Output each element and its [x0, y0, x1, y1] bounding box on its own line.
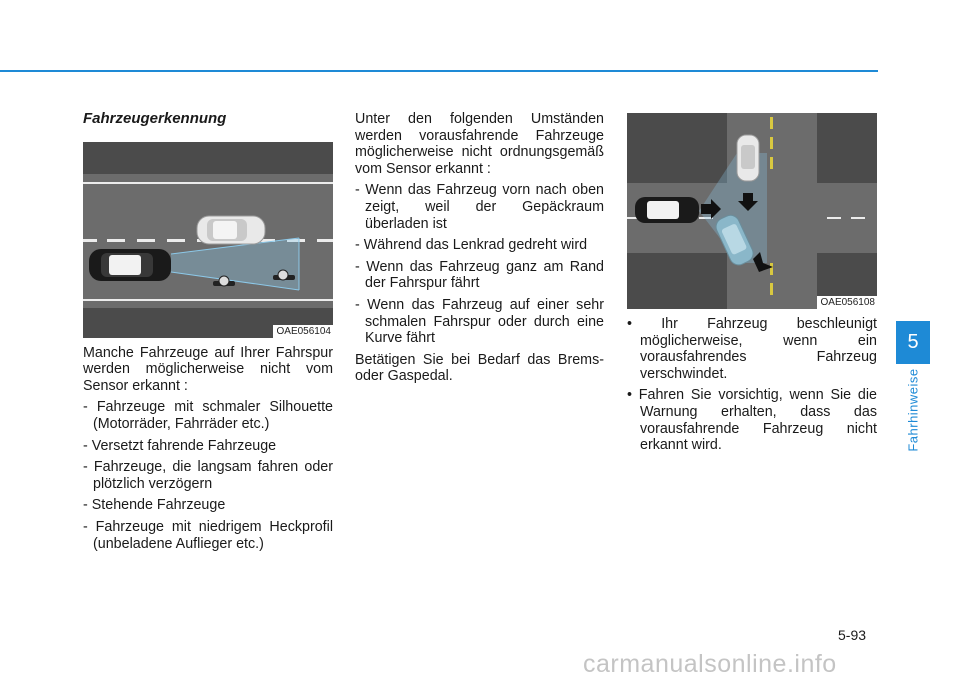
list-item: - Fahrzeuge, die langsam fahren oder plötzlich verzögern — [83, 459, 333, 492]
own-car-icon — [635, 197, 699, 223]
outro-paragraph: Betätigen Sie bei Bedarf das Brems- oder Gaspedal. — [355, 351, 604, 385]
figure-code: OAE056108 — [817, 296, 878, 309]
list-item: - Fahrzeuge mit niedrigem Heckprofil (unbeladene Auflieger etc.) — [83, 518, 333, 552]
figure-intersection — [627, 113, 877, 309]
list-item: - Versetzt fahrende Fahrzeuge — [83, 437, 277, 454]
car-icon — [737, 135, 759, 181]
page-number: 5-93 — [838, 627, 867, 643]
warnings-list — [627, 316, 877, 454]
own-car-icon — [89, 249, 171, 281]
chapter-number-tab: 5 — [896, 321, 930, 364]
watermark: carmanualsonline.info — [583, 650, 837, 678]
road-illustration — [83, 142, 333, 338]
list-item: - Wenn das Fahrzeug ganz am Rand der Fahrspur fährt — [355, 258, 604, 292]
list-item: - Während das Lenkrad gedreht wird — [355, 237, 588, 254]
figure-vehicle-detection — [83, 142, 333, 338]
list-item: • Fahren Sie vorsichtig, wenn Sie die Warnung erhalten, dass das vorausfahrende Fahrzeug nicht erkannt wird. — [627, 387, 877, 454]
car-icon — [197, 216, 265, 244]
chapter-title: Fahrhinweise — [905, 368, 921, 452]
intro-paragraph: Manche Fahrzeuge auf Ihrer Fahrspur werden möglicherweise nicht vom Sensor erkannt : — [83, 344, 333, 394]
column-middle — [355, 111, 604, 390]
list-item: - Fahrzeuge mit schmaler Silhouette (Motorräder, Fahrräder etc.) — [83, 399, 333, 432]
column-right — [627, 316, 877, 459]
section-heading: Fahrzeugerkennung — [83, 110, 227, 127]
conditions-list — [355, 182, 604, 346]
list-item: • Ihr Fahrzeug beschleunigt möglicherweise, wenn ein vorausfahrendes Fahrzeug verschwindet. — [627, 316, 877, 382]
list-item: - Wenn das Fahrzeug vorn nach oben zeigt, weil der Gepäckraum überladen ist — [355, 182, 604, 232]
undetected-vehicles-list — [83, 399, 333, 552]
list-item: - Stehende Fahrzeuge — [83, 497, 226, 514]
figure-code: OAE056104 — [273, 325, 334, 338]
column-left — [83, 108, 333, 557]
intersection-illustration — [627, 113, 877, 309]
top-rule — [0, 70, 878, 72]
list-item: - Wenn das Fahrzeug auf einer sehr schmalen Fahrspur oder durch eine Kurve fährt — [355, 296, 604, 347]
intro-paragraph: Unter den folgenden Umständen werden vorausfahrende Fahrzeuge möglicherweise nicht ordnungsgemäß vom Sensor erkannt : — [355, 111, 604, 177]
